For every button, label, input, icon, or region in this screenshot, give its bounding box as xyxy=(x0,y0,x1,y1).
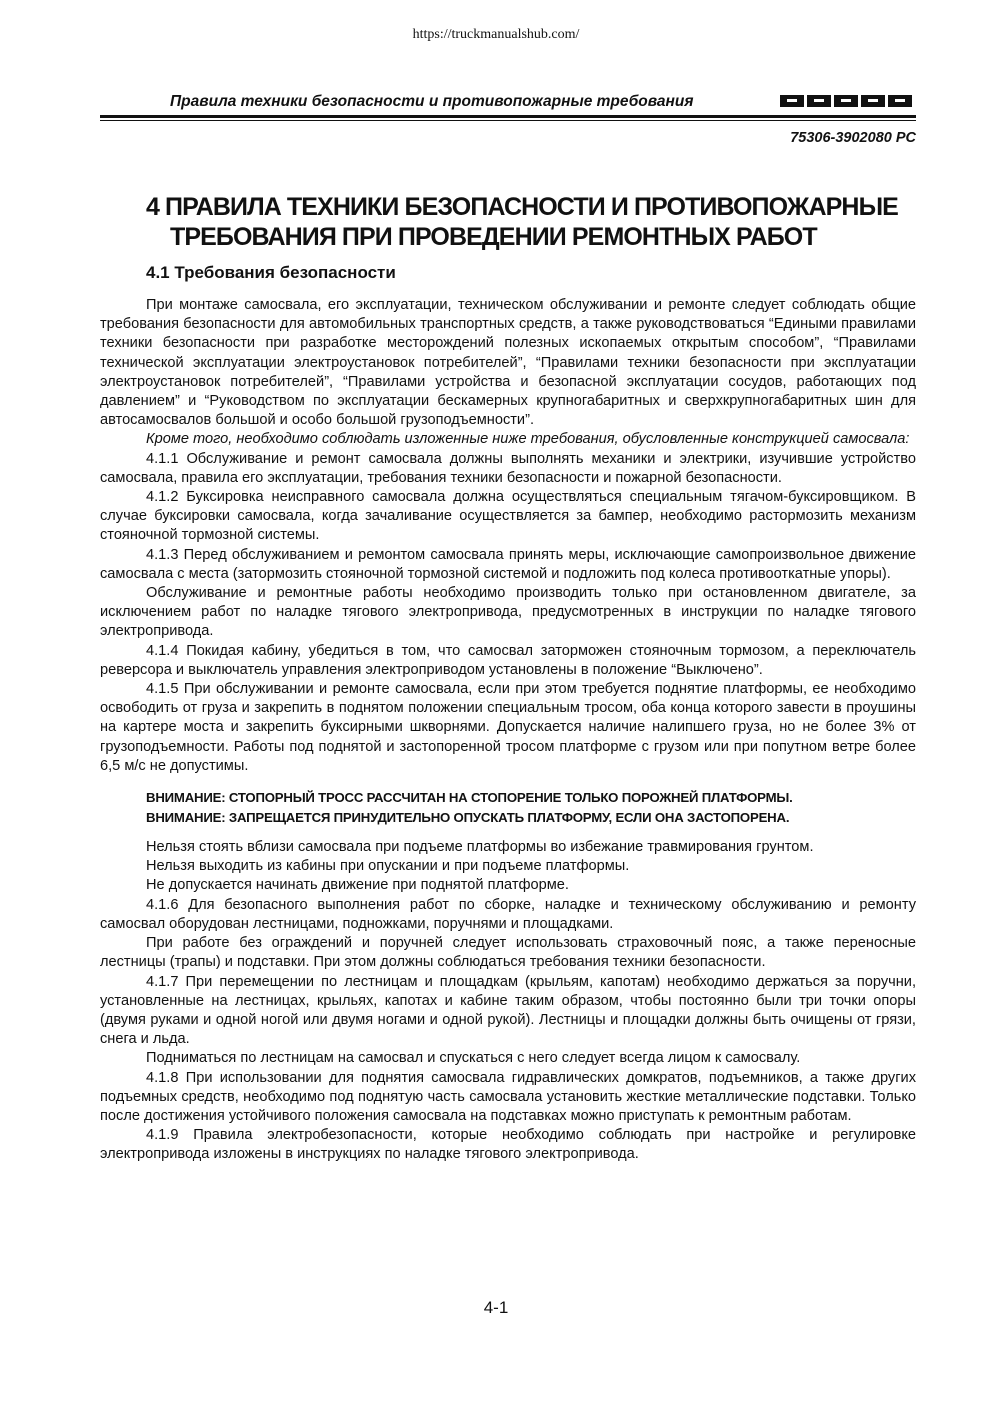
paragraph: При работе без ограждений и поручней следует использовать страховочный пояс, а также переносные лестницы (трапы) и подставки. При этом должны соблюдаться требования техники безопасности. xyxy=(100,935,916,971)
paragraph: При монтаже самосвала, его эксплуатации, техническом обслуживании и ремонте следует соблюдать общие требования безопасности для автомобильных транспортных средств, а также руководствоваться “Едиными правилами техники безопасности при разработке месторождений полезных ископаемых открытым способом”, “Правилами технической эксплуатации электроустановок потребителей”, “Правилами техники безопасности при эксплуатации электроустановок потребителей”, “Правилами устройства и безопасной эксплуатации сосудов, работающих под давлением” и “Руководством по эксплуатации бескамерных крупногабаритных и сверхкрупногабаритных шин для автосамосвалов большой и особо большой грузоподъемности”. xyxy=(100,297,916,429)
paragraph-4-1-9: 4.1.9 Правила электробезопасности, которые необходимо соблюдать при настройке и регулировке электропривода изложены в инструкциях по наладке тягового электропривода. xyxy=(100,1127,916,1163)
warning-block xyxy=(146,788,916,828)
chapter-title xyxy=(100,192,916,252)
paragraph-4-1-1: 4.1.1 Обслуживание и ремонт самосвала должны выполнять механики и электрики, изучившие устройство самосвала, правила его эксплуатации, требования техники безопасности и пожарной безопасности. xyxy=(100,450,916,486)
paragraph-4-1-6: 4.1.6 Для безопасного выполнения работ по сборке, наладке и техническому обслуживанию и ремонту самосвал оборудован лестницами, подножками, поручнями и площадками. xyxy=(100,896,916,932)
chapter-title-line-2: ТРЕБОВАНИЯ ПРИ ПРОВЕДЕНИИ РЕМОНТНЫХ РАБОТ xyxy=(170,223,817,251)
chapter-title-line-1: 4 ПРАВИЛА ТЕХНИКИ БЕЗОПАСНОСТИ И ПРОТИВОПОЖАРНЫЕ xyxy=(146,193,898,221)
paragraph: Подниматься по лестницам на самосвал и спускаться с него следует всегда лицом к самосвалу. xyxy=(146,1050,801,1067)
paragraph-4-1-8: 4.1.8 При использовании для поднятия самосвала гидравлических домкратов, подъемников, а также других подъемных средств, необходимо под поднятую часть самосвала установить жесткие металлические подставки. Только после достижения устойчивого положения самосвала на подставках можно приступать к ремонтным работам. xyxy=(100,1069,916,1124)
warning-1: ВНИМАНИЕ: СТОПОРНЫЙ ТРОСС РАССЧИТАН НА СТОПОРЕНИЕ ТОЛЬКО ПОРОЖНЕЙ ПЛАТФОРМЫ. xyxy=(146,790,793,806)
page-number: 4-1 xyxy=(483,1298,509,1317)
body-text xyxy=(100,296,916,1165)
paragraph-4-1-4: 4.1.4 Покидая кабину, убедиться в том, что самосвал заторможен стояночным тормозом, а переключатель реверсора и выключатель управления электроприводом установлены в положение “Выключено”. xyxy=(100,642,916,678)
section-title: 4.1 Требования безопасности xyxy=(146,263,396,282)
paragraph-4-1-3: 4.1.3 Перед обслуживанием и ремонтом самосвала принять меры, исключающие самопроизвольное движение самосвала с места (затормозить стояночной тормозной системой и подложить под колеса противооткатные упоры). xyxy=(100,546,916,582)
warning-2: ВНИМАНИЕ: ЗАПРЕЩАЕТСЯ ПРИНУДИТЕЛЬНО ОПУСКАТЬ ПЛАТФОРМУ, ЕСЛИ ОНА ЗАСТОПОРЕНА. xyxy=(146,810,790,826)
paragraph: Не допускается начинать движение при поднятой платформе. xyxy=(146,877,569,894)
paragraph: Нельзя выходить из кабины при опускании и при подъеме платформы. xyxy=(146,858,630,875)
header-title: Правила техники безопасности и противопожарные требования xyxy=(170,93,694,110)
header-rule-thick xyxy=(100,115,916,118)
paragraph-4-1-2: 4.1.2 Буксировка неисправного самосвала должна осуществляться специальным тягачом-буксировщиком. В случае буксировки самосвала, когда зачаливание осуществляется за бампер, необходимо растормозить механизм стояночной тормозной системы. xyxy=(100,489,916,544)
paragraph-intro: Кроме того, необходимо соблюдать изложенные ниже требования, обусловленные конструкцией самосвала: xyxy=(146,431,910,448)
document-number: 75306-3902080 РС xyxy=(790,130,916,146)
paragraph: Нельзя стоять вблизи самосвала при подъеме платформы во избежание травмирования грунтом. xyxy=(146,839,814,856)
paragraph: Обслуживание и ремонтные работы необходимо производить только при остановленном двигателе, за исключением работ по наладке тягового электропривода, предусмотренных в инструкции по наладке тягового электропривода. xyxy=(100,585,916,640)
paragraph-4-1-7: 4.1.7 При перемещении по лестницам и площадкам (крыльям, капотам) необходимо держаться за поручни, установленные на лестницах, крыльях, капотах и кабине таким образом, чтобы постоянно были три точки опоры (двумя руками и одной ногой или двумя ногами и одной рукой). Лестницы и площадки должны быть очищены от грязи, снега и льда. xyxy=(100,973,916,1048)
running-header xyxy=(100,92,916,114)
paragraph-4-1-5: 4.1.5 При обслуживании и ремонте самосвала, если при этом требуется поднятие платформы, ее необходимо освободить от груза и закрепить в поднятом положении специальным тросом, оба конца которого завести в проушины на картере моста и закрепить буксирными шкворнями. Допускается наличие налипшего груза, но не более 3% от грузоподъемности. Работы под поднятой и застопоренной тросом платформе с грузом или при попутном ветре более 6,5 м/с не допустимы. xyxy=(100,681,916,774)
belaz-logo xyxy=(780,95,912,107)
source-url[interactable]: https://truckmanualshub.com/ xyxy=(412,27,580,42)
header-rule-thin xyxy=(100,120,916,121)
